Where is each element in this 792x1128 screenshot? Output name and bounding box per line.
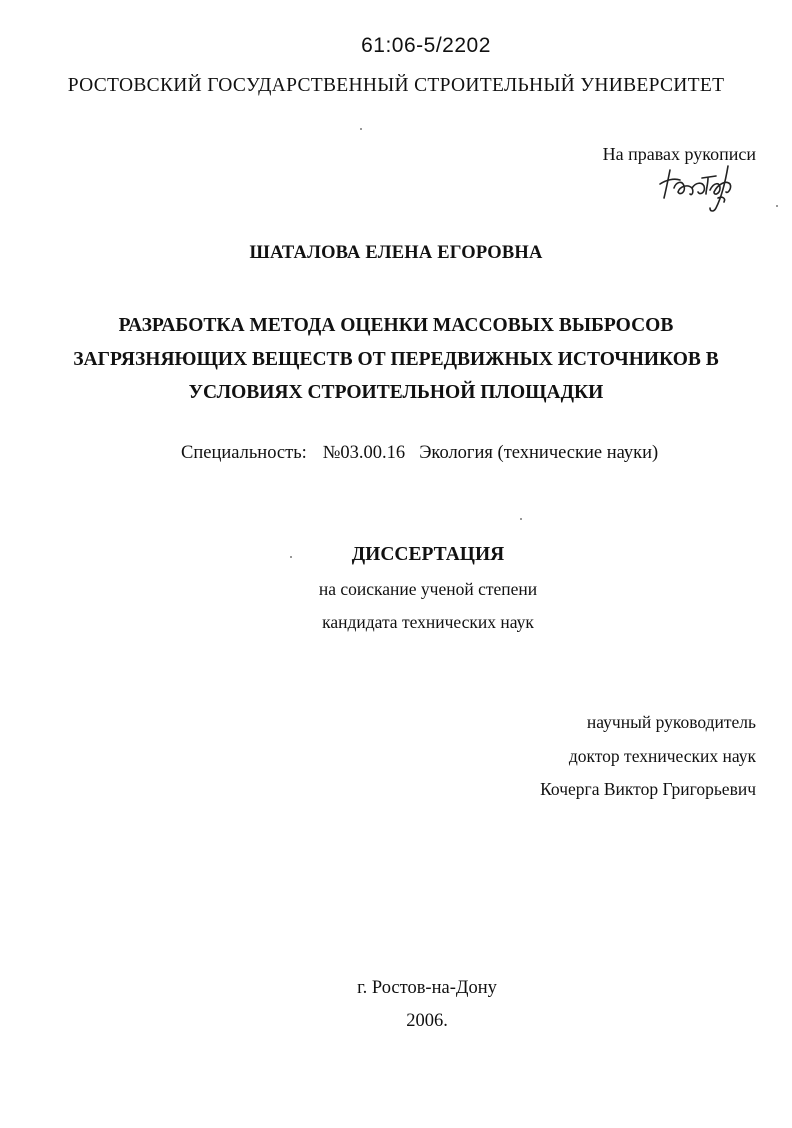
author-name: ШАТАЛОВА ЕЛЕНА ЕГОРОВНА bbox=[249, 243, 543, 263]
university-name: РОСТОВСКИЙ ГОСУДАРСТВЕННЫЙ СТРОИТЕЛЬНЫЙ УНИВЕРСИТЕТ bbox=[67, 75, 725, 96]
specialty-code: №03.00.16 bbox=[322, 443, 406, 463]
title-line: ЗАГРЯЗНЯЮЩИХ ВЕЩЕСТВ ОТ ПЕРЕДВИЖНЫХ ИСТОЧНИКОВ В bbox=[73, 348, 719, 370]
supervisor-role: научный руководитель bbox=[586, 712, 756, 732]
supervisor-degree: доктор технических наук bbox=[568, 746, 756, 766]
supervisor-name: Кочерга Виктор Григорьевич bbox=[540, 779, 756, 799]
document-type: ДИССЕРТАЦИЯ bbox=[351, 544, 505, 565]
catalog-code: 61:06-5/2202 bbox=[361, 34, 491, 57]
specialty-line bbox=[181, 443, 658, 464]
title-line: РАЗРАБОТКА МЕТОДА ОЦЕНКИ МАССОВЫХ ВЫБРОСОВ bbox=[118, 315, 674, 336]
scan-speck bbox=[776, 205, 778, 207]
manuscript-rights-note: На правах рукописи bbox=[602, 144, 756, 164]
scan-speck bbox=[360, 128, 362, 130]
degree-line: кандидата технических наук bbox=[322, 612, 534, 632]
scan-speck bbox=[520, 518, 522, 520]
degree-line: на соискание ученой степени bbox=[318, 579, 538, 599]
scan-speck bbox=[290, 556, 292, 558]
year: 2006. bbox=[406, 1011, 448, 1031]
author-signature bbox=[656, 158, 740, 214]
dissertation-title bbox=[0, 309, 792, 410]
city: г. Ростов-на-Дону bbox=[357, 978, 497, 998]
specialty-label: Специальность: bbox=[181, 443, 307, 463]
title-line: УСЛОВИЯХ СТРОИТЕЛЬНОЙ ПЛОЩАДКИ bbox=[188, 382, 604, 403]
specialty-name: Экология (технические науки) bbox=[419, 443, 659, 463]
